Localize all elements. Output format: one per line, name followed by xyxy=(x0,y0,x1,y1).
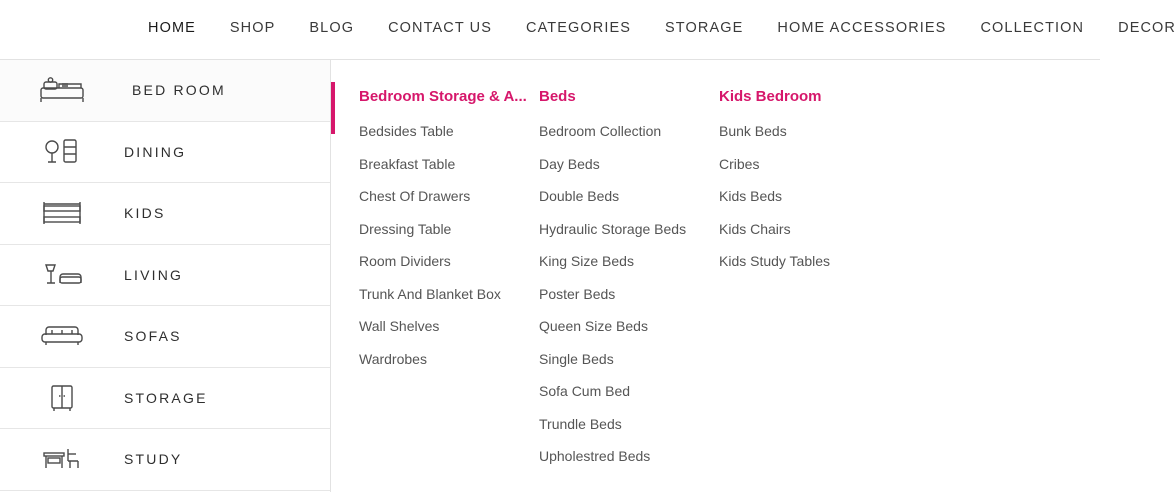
menu-link[interactable]: Wall Shelves xyxy=(359,318,440,334)
sidebar-item-storage[interactable] xyxy=(0,368,330,430)
menu-link[interactable]: Chest Of Drawers xyxy=(359,188,471,204)
column-title: Bedroom Storage & A... xyxy=(359,88,527,105)
nav-item-label: COLLECTION xyxy=(980,19,1085,36)
menu-link[interactable]: Trunk And Blanket Box xyxy=(359,285,501,302)
nav-item-label: SHOP xyxy=(229,19,276,36)
nav-item-collection[interactable] xyxy=(980,20,1084,40)
menu-link[interactable]: Wardrobes xyxy=(359,350,427,367)
sidebar-item-label: BED ROOM xyxy=(132,82,226,99)
nav-item-label: HOME ACCESSORIES xyxy=(777,19,947,36)
sidebar-item-sofas[interactable] xyxy=(0,306,330,368)
menu-link[interactable]: Upholestred Beds xyxy=(539,448,651,464)
sidebar-item-study[interactable] xyxy=(0,429,330,491)
menu-link[interactable]: Hydraulic Storage Beds xyxy=(539,220,687,237)
menu-link[interactable]: Bunk Beds xyxy=(719,123,787,139)
menu-link[interactable]: Queen Size Beds xyxy=(539,318,648,334)
mega-menu-panel xyxy=(331,60,1100,492)
menu-link[interactable]: Room Dividers xyxy=(359,253,451,269)
nav-item-home-accessories[interactable] xyxy=(777,20,946,40)
menu-link[interactable]: Trundle Beds xyxy=(539,415,622,432)
nav-item-storage[interactable] xyxy=(665,20,743,40)
nav-item-label: CATEGORIES xyxy=(526,19,632,36)
sidebar-item-living[interactable] xyxy=(0,245,330,307)
category-sidebar xyxy=(0,60,331,492)
nav-item-label: DECOR xyxy=(1118,19,1176,36)
sidebar-item-dining[interactable] xyxy=(0,122,330,184)
nav-item-decor[interactable] xyxy=(1118,20,1176,40)
lamp-sofa-icon xyxy=(40,261,94,289)
nav-item-label: HOME xyxy=(148,19,196,36)
menu-link[interactable]: Cribes xyxy=(719,155,760,172)
sidebar-item-label: KIDS xyxy=(124,205,166,222)
sidebar-item-label: DINING xyxy=(124,143,187,160)
menu-link[interactable]: Kids Chairs xyxy=(719,220,791,237)
menu-column-bedroom-storage xyxy=(359,88,539,492)
mega-menu xyxy=(0,60,1100,492)
nav-item-contact-us[interactable] xyxy=(388,20,492,40)
nav-item-categories[interactable] xyxy=(526,20,631,40)
column-title: Beds xyxy=(539,88,576,105)
menu-link[interactable]: Kids Beds xyxy=(719,188,783,204)
desk-chair-icon xyxy=(40,445,94,473)
menu-link[interactable]: Bedsides Table xyxy=(359,123,454,139)
sidebar-item-label: SOFAS xyxy=(124,328,182,345)
nav-item-label: BLOG xyxy=(309,19,355,36)
wardrobe-icon xyxy=(40,384,94,412)
main-navigation xyxy=(0,0,1176,60)
menu-link[interactable]: Single Beds xyxy=(539,350,614,367)
menu-link[interactable]: Dressing Table xyxy=(359,220,452,237)
sidebar-item-kids[interactable] xyxy=(0,183,330,245)
nav-item-label: CONTACT US xyxy=(388,19,493,36)
menu-column-beds xyxy=(539,88,719,492)
sidebar-item-label: LIVING xyxy=(124,266,184,283)
nav-item-home[interactable] xyxy=(148,20,196,40)
menu-column-kids-bedroom xyxy=(719,88,919,492)
menu-link[interactable]: Kids Study Tables xyxy=(719,253,831,269)
nav-item-blog[interactable] xyxy=(309,20,354,40)
menu-link[interactable]: Day Beds xyxy=(539,155,600,172)
menu-link[interactable]: Breakfast Table xyxy=(359,155,456,172)
menu-link[interactable]: Sofa Cum Bed xyxy=(539,383,631,399)
bed-icon xyxy=(40,77,94,103)
menu-link[interactable]: Poster Beds xyxy=(539,285,616,302)
nav-item-label: STORAGE xyxy=(665,19,744,36)
menu-link[interactable]: King Size Beds xyxy=(539,253,634,269)
bunk-bed-icon xyxy=(40,200,94,226)
sidebar-item-bed-room[interactable] xyxy=(0,60,330,122)
menu-link[interactable]: Bedroom Collection xyxy=(539,123,662,139)
nav-item-shop[interactable] xyxy=(230,20,276,40)
column-title: Kids Bedroom xyxy=(719,88,822,105)
dining-icon xyxy=(40,138,94,166)
sidebar-item-label: STORAGE xyxy=(124,389,208,406)
menu-link[interactable]: Double Beds xyxy=(539,188,620,204)
sofa-icon xyxy=(40,323,94,349)
sidebar-item-label: STUDY xyxy=(124,451,183,468)
